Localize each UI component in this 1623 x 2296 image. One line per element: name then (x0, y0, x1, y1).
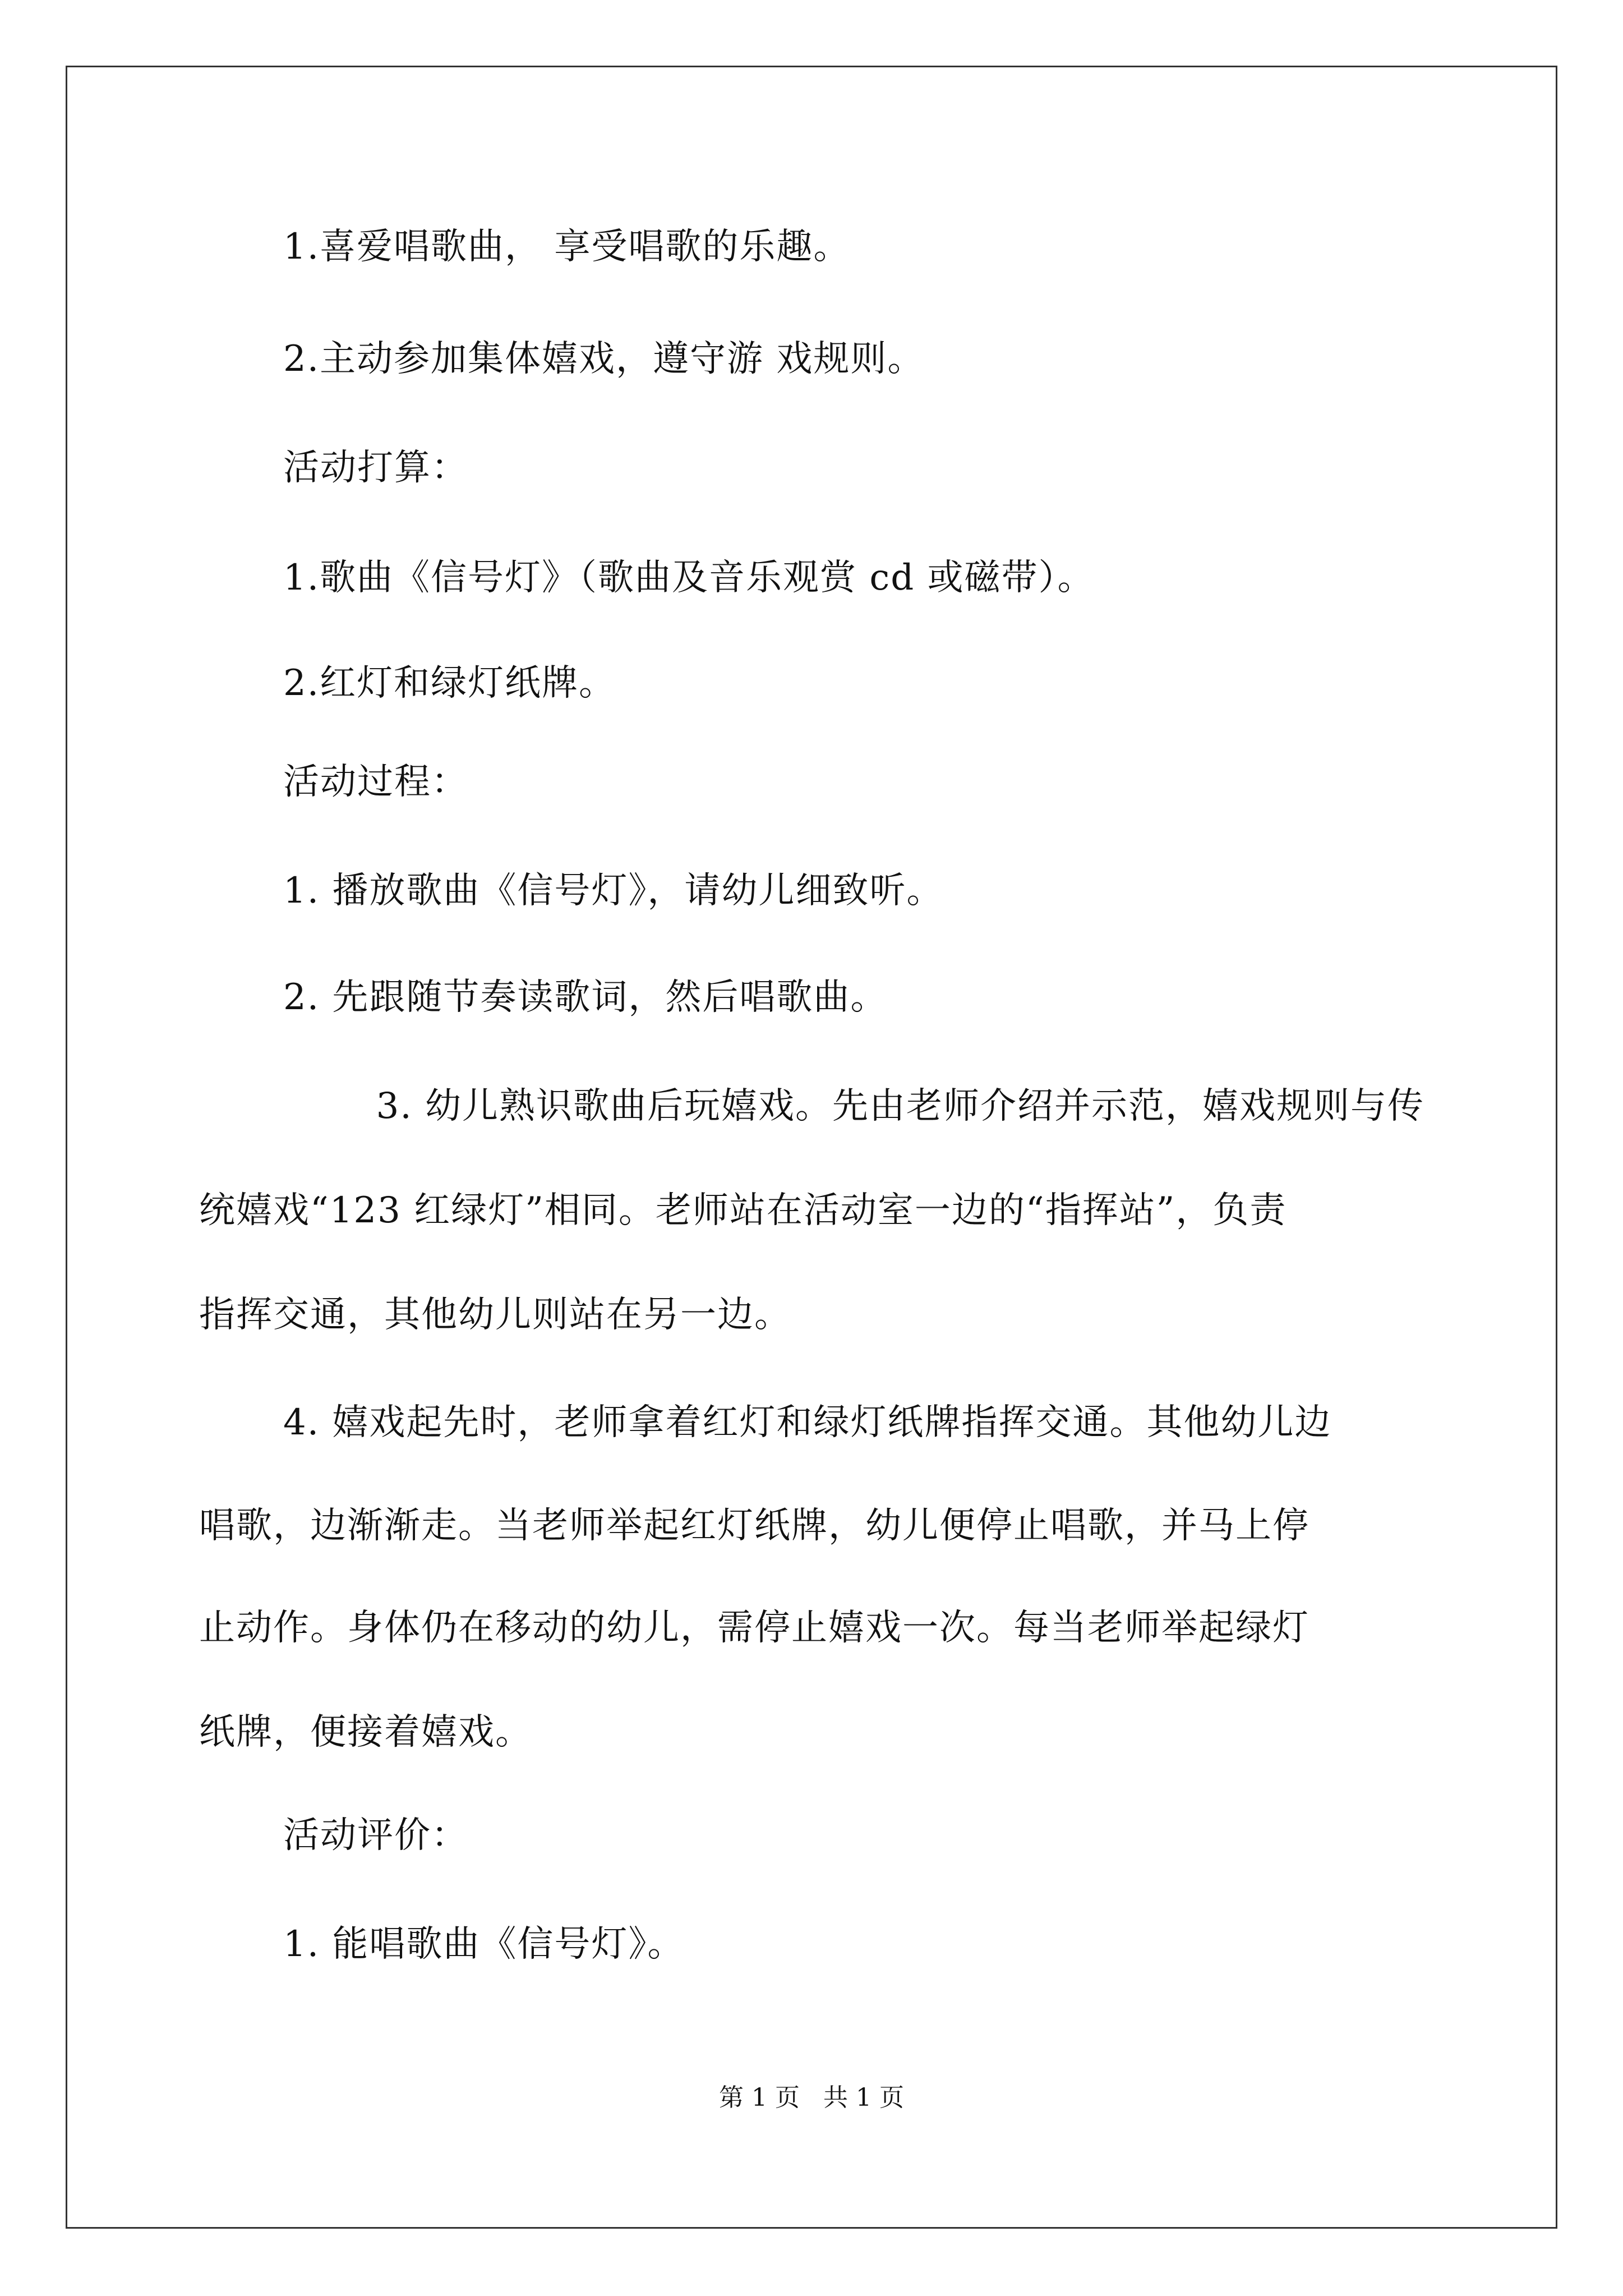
page-border (66, 66, 1557, 2229)
text-line: 1. 能唱歌曲《信号灯》。 (283, 1924, 685, 1965)
text-line: 指挥交通，其他幼儿则站在另一边。 (199, 1294, 791, 1336)
text-line-content: 3. 幼儿熟识歌曲后玩嬉戏。先由老师介绍并示范，嬉戏规则与传 (376, 1085, 1424, 1127)
section-heading: 活动评价： (283, 1815, 468, 1856)
text-line: 止动作。身体仍在移动的幼儿，需停止嬉戏一次。每当老师举起绿灯 (199, 1607, 1310, 1649)
section-heading: 活动过程： (283, 761, 468, 803)
text-line: 纸牌，便接着嬉戏。 (199, 1711, 532, 1753)
text-line: 1.歌曲《信号灯》（歌曲及音乐观赏 cd 或磁带）。 (283, 557, 1095, 599)
text-line: 统嬉戏“123 红绿灯”相同。老师站在活动室一边的“指挥站”，负责 (199, 1190, 1287, 1231)
text-line: 1.喜爱唱歌曲， 享受唱歌的乐趣。 (283, 226, 851, 268)
page-footer: 第 1 页 共 1 页 (719, 2083, 904, 2112)
text-line (199, 1085, 1424, 1127)
text-line: 2. 先跟随节奏读歌词，然后唱歌曲。 (283, 977, 888, 1018)
section-heading: 活动打算： (283, 447, 468, 489)
text-line: 4. 嬉戏起先时，老师拿着红灯和绿灯纸牌指挥交通。其他幼儿边 (283, 1402, 1332, 1443)
text-line: 1. 播放歌曲《信号灯》，请幼儿细致听。 (283, 870, 944, 912)
text-line: 2.红灯和绿灯纸牌。 (283, 662, 616, 704)
text-line: 唱歌，边渐渐走。当老师举起红灯纸牌，幼儿便停止唱歌，并马上停 (199, 1505, 1310, 1547)
text-line: 2.主动参加集体嬉戏，遵守游 戏规则。 (283, 338, 925, 380)
